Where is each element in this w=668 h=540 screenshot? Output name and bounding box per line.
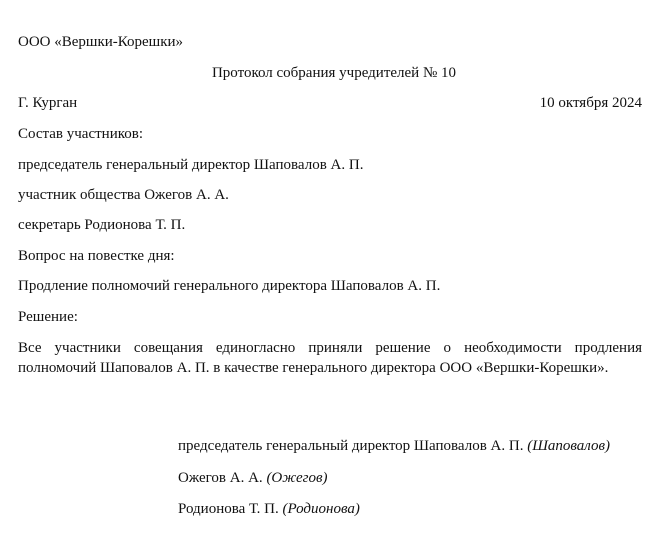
participant-item: председатель генеральный директор Шаповалов А. П. [18, 157, 364, 173]
decision-text: Все участники совещания единогласно приняли решение о необходимости продления полномочий Шаповалов А. П. в качестве генерального директора ООО «Вершки-Корешки». [18, 340, 642, 376]
signatory-name: председатель генеральный директор Шаповалов А. П. [178, 438, 524, 454]
document-title: Протокол собрания учредителей № 10 [211, 65, 457, 81]
city: Г. Курган [18, 95, 78, 111]
agenda-item: Продление полномочий генерального директора Шаповалов А. П. [18, 278, 441, 294]
decision-heading: Решение: [18, 309, 78, 325]
signatory-name: Ожегов А. А. [178, 470, 263, 486]
signature-row [178, 437, 610, 455]
signature-row [178, 469, 328, 487]
participant-item: участник общества Ожегов А. А. [18, 187, 229, 203]
signatory-name: Родионова Т. П. [178, 501, 279, 517]
participant-item: секретарь Родионова Т. П. [18, 217, 186, 233]
signature: (Родионова) [282, 501, 360, 517]
signature: (Шаповалов) [527, 438, 610, 454]
agenda-heading: Вопрос на повестке дня: [18, 248, 175, 264]
signature-row [178, 500, 360, 518]
signature: (Ожегов) [266, 470, 328, 486]
participants-heading: Состав участников: [18, 126, 144, 142]
document-date: 10 октября 2024 [539, 95, 642, 111]
company-name: ООО «Вершки-Корешки» [18, 34, 184, 50]
